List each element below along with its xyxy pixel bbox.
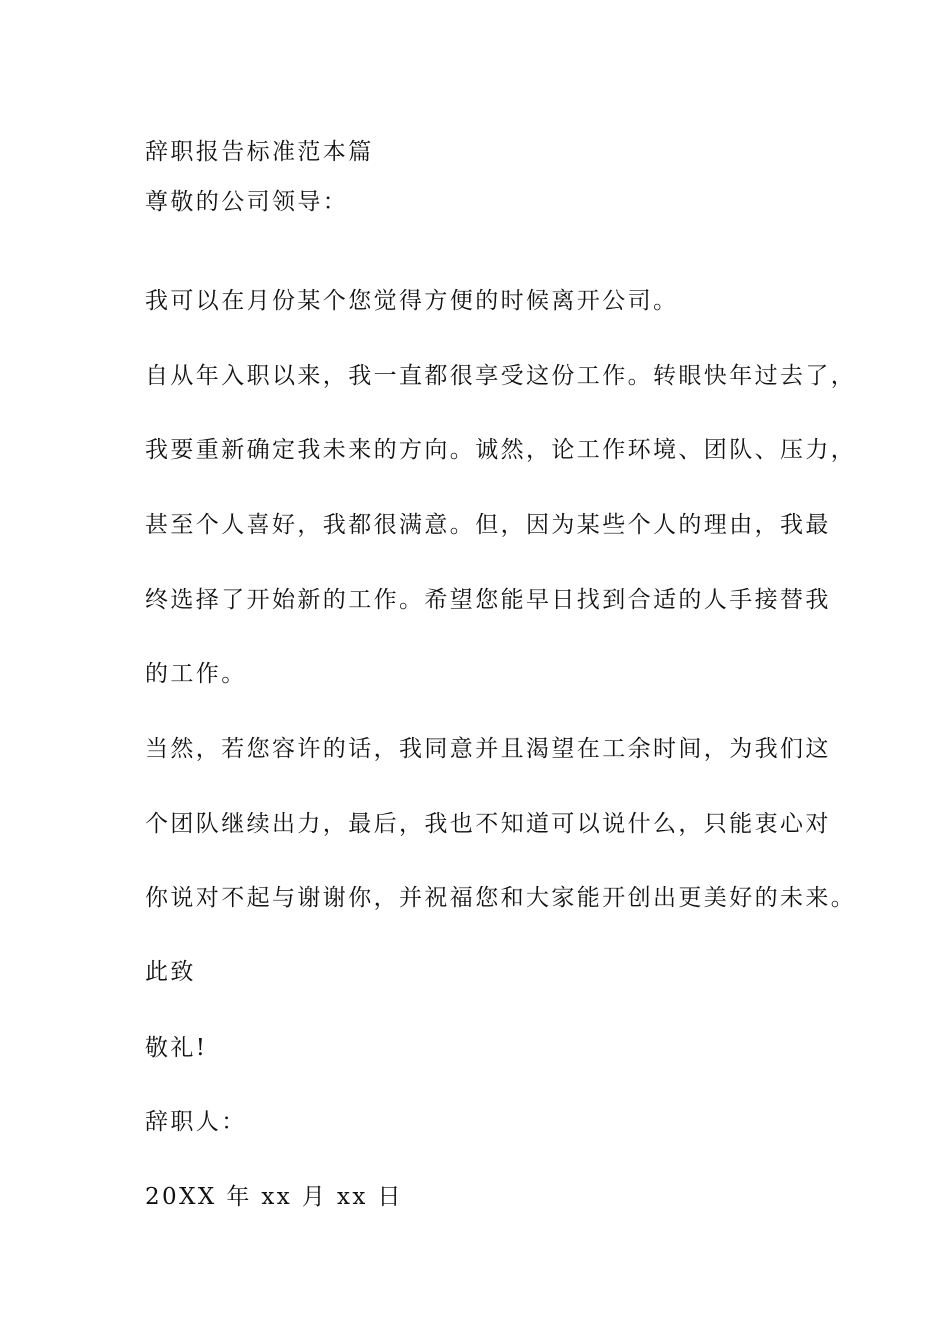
body-line: 自从年入职以来，我一直都很享受这份工作。转眼快年过去了， [145,363,857,389]
body-line: 终选择了开始新的工作。希望您能早日找到合适的人手接替我 [145,587,831,613]
body-line: 我可以在月份某个您觉得方便的时候离开公司。 [145,288,679,314]
closing-line-1: 此致 [145,959,196,985]
body-line: 个团队继续出力，最后，我也不知道可以说什么，只能衷心对 [145,811,831,837]
salutation: 尊敬的公司领导： [145,189,349,215]
document-title: 辞职报告标准范本篇 [145,139,374,165]
date-line: 20XX 年 xx 月 xx 日 [145,1184,403,1210]
body-line: 的工作。 [145,661,247,687]
body-line: 我要重新确定我未来的方向。诚然，论工作环境、团队、压力， [145,437,857,463]
signer-label: 辞职人： [145,1109,247,1135]
body-line: 你说对不起与谢谢你，并祝福您和大家能开创出更美好的未来。 [145,885,857,911]
closing-line-2: 敬礼! [145,1035,208,1061]
body-line: 当然，若您容许的话，我同意并且渴望在工余时间，为我们这 [145,736,831,762]
body-line: 甚至个人喜好，我都很满意。但，因为某些个人的理由，我最 [145,512,831,538]
